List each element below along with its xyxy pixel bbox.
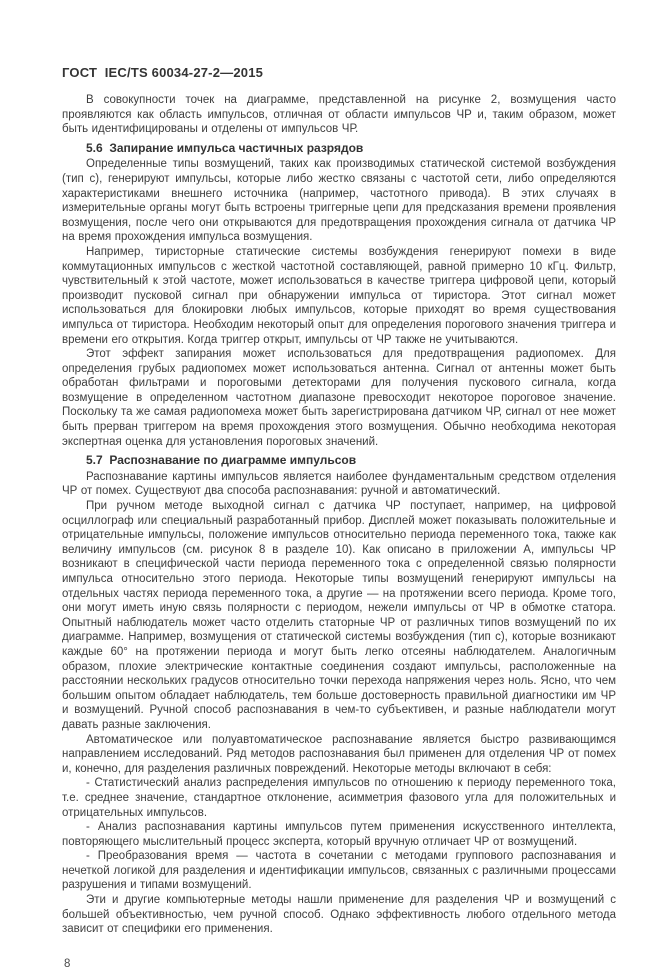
paragraph: Например, тиристорные статические системы возбуждения генерируют помехи в виде коммутационных импульсов с жесткой частотной составляющей, равной примерно 10 кГц. Фильтр, чувствительный к этой частоте, может использоваться в качестве триггера цифровой цепи, который производит пусковой сигнал при обнаружении импульса от тиристора. Этот сигнал может использоваться для блокировки любых импульсов, которые приходят во время существования импульса от тиристора. Необходим некоторый опыт для определения порогового значения триггера и времени его открытия. Когда триггер открыт, импульсы от ЧР также не учитываются. <box>62 245 616 346</box>
paragraph: Распознавание картины импульсов является наиболее фундаментальным средством отделения ЧР от помех. Существуют два способа распознавания: ручной и автоматический. <box>62 470 616 498</box>
document-body <box>62 93 616 970</box>
list-item: - Преобразования время — частота в сочетании с методами группового распознавания и нечеткой логикой для разделения и идентификации импульсов, связанных с различными процессами разрушения и типами возмущений. <box>62 850 616 892</box>
list-item: - Статистический анализ распределения импульсов по отношению к периоду переменного тока, т.е. среднее значение, стандартное отклонение, асимметрия фазового угла для положительных и отрицательных импульсов. <box>62 777 616 819</box>
page-number: 8 <box>64 957 71 970</box>
list-item: - Анализ распознавания картины импульсов путем применения искусственного интеллекта, повторяющего мыслительный процесс эксперта, который вручную отличает ЧР от возмущений. <box>62 821 616 848</box>
section-heading-5-6: 5.6 Запирание импульса частичных разрядов <box>86 140 364 155</box>
paragraph: Эти и другие компьютерные методы нашли применение для разделения ЧР и возмущений с большей объективностью, чем ручной способ. Однако эффективность любого отдельного метода зависит от специфики его применения. <box>62 894 616 936</box>
paragraph: При ручном методе выходной сигнал с датчика ЧР поступает, например, на цифровой осциллограф или специальный разработанный прибор. Дисплей может показывать положительные и отрицательные импульсы, положение импульсов относительно периода переменного тока, также как величину импульсов (см. рисунок 8 в разделе 10). Как описано в приложении А, импульсы ЧР возникают в специфической части периода переменного тока с определенной связью полярности импульса относительно этого периода. Некоторые типы возмущений генерируют импульсы на отдельных частях периода переменного тока, а другие — на протяжении всего периода. Кроме того, они могут иметь иную связь полярности с периодом, нежели импульсы от ЧР в обмотке статора. Опытный наблюдатель может часто отделить статорные ЧР от различных типов возмущений по их диаграмме. Например, возмущения от статической системы возбуждения (тип с), которые возникают каждые 60° на протяжении периода и могут быть легко отсеяны наблюдателем. Аналогичным образом, плохие электрические контактные соединения создают импульсы, расположенные на расстоянии нескольких градусов относительно точки перехода напряжения через ноль. Ясно, что чем большим опытом обладает наблюдатель, тем больше достоверность правильной диагностики им ЧР и возмущений. Ручной способ распознавания в чем-то субъективен, и разные наблюдатели могут давать разные заключения. <box>62 500 616 731</box>
paragraph: В совокупности точек на диаграмме, представленной на рисунке 2, возмущения часто проявляются как область импульсов, отличная от области импульсов ЧР и, таким образом, может быть идентифицированы и отделены от импульсов ЧР. <box>62 94 616 136</box>
standard-number-header: ГОСТ IEC/TS 60034-27-2—2015 <box>62 65 264 80</box>
paragraph: Этот эффект запирания может использоваться для предотвращения радиопомех. Для определения грубых радиопомех может использоваться антенна. Сигнал от антенны может быть обработан фильтрами и пороговыми детекторами для получения пускового сигнала, когда возмущение в определенном частотном диапазоне превосходит некоторое пороговое значение. Поскольку та же самая радиопомеха может быть зарегистрирована датчиком ЧР, сигнал от нее может быть прерван триггером на время прохождения этого возмущения. Обычно необходима некоторая экспертная оценка для установления пороговых значений. <box>62 348 616 448</box>
paragraph: Определенные типы возмущений, таких как производимых статической системой возбуждения (тип с), генерируют импульсы, которые либо жестко связаны с частотой сети, либо определяются характеристиками внешнего источника (например, частотного привода). В этих случаях в измерительные органы могут быть встроены триггерные цепи для предсказания времени проявления возмущения, после чего они открываются для предотвращения прохождения сигнала от датчика ЧР на время прохождения импульса возмущения. <box>62 158 616 244</box>
paragraph: Автоматическое или полуавтоматическое распознавание является быстро развивающимся направлением исследований. Ряд методов распознавания был применен для отделения ЧР от помех и, конечно, для разделения различных повреждений. Некоторые методы включают в себя: <box>62 733 616 775</box>
section-heading-5-7: 5.7 Распознавание по диаграмме импульсов <box>86 453 357 468</box>
